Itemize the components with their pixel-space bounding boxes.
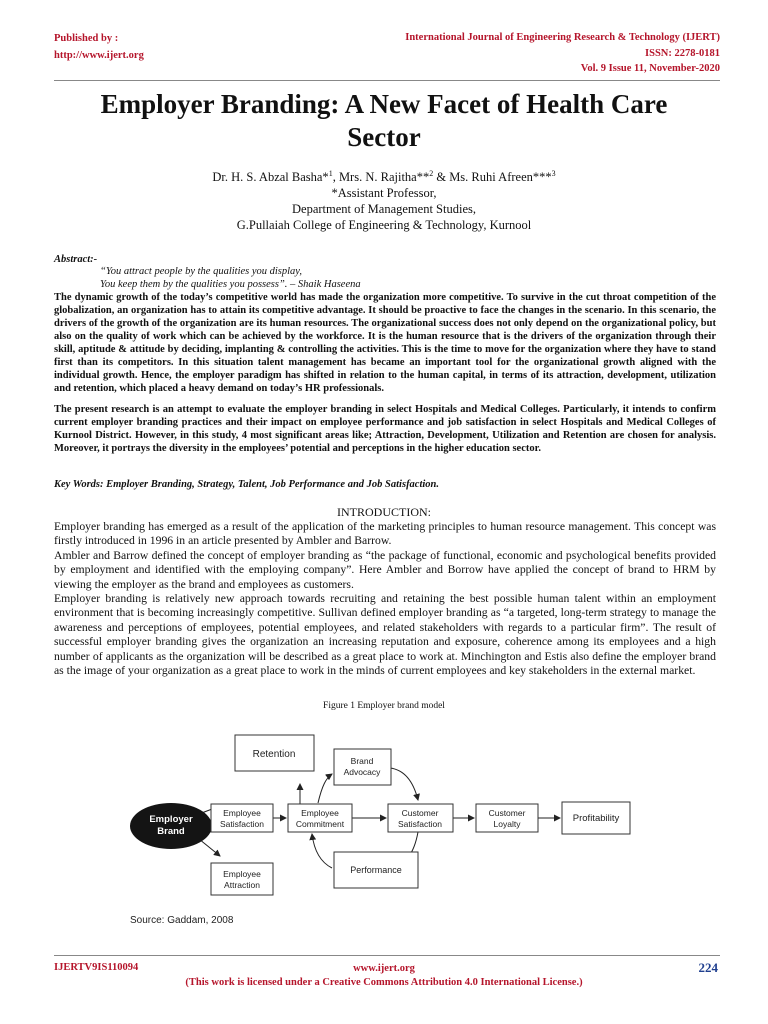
customer-satisfaction-label-1: Customer (401, 808, 439, 818)
employee-attraction-label-1: Employee (223, 869, 261, 879)
designation: *Assistant Professor, (331, 186, 437, 201)
author-3-sup: 3 (551, 169, 556, 178)
employee-attraction-node (211, 863, 273, 895)
arrow-brand-to-attraction (199, 839, 220, 856)
arrow-advocacy-to-customer-satisfaction (390, 768, 418, 800)
performance-label: Performance (350, 865, 402, 875)
paper-id: IJERTV9IS110094 (54, 962, 139, 973)
footer-url-link[interactable]: www.ijert.org (353, 963, 415, 974)
keywords: Key Words: Employer Branding, Strategy, Talent, Job Performance and Job Satisfaction. (54, 479, 440, 490)
brand-advocacy-label-1: Brand (350, 756, 374, 766)
employee-commitment-label-2: Commitment (295, 819, 345, 829)
abstract-paragraph-1: The dynamic growth of the today’s competitive world has made the organization more competitive. To survive in the cut throat competition of the globalization, an organization has to attain its competitive advantage. It should be proactive to face the changes in the scenario. In this scenario, the drivers of the growth of the organization are its human resources. The organizational success does not only depend on the organizational policy, but also on the quality of work which can be achieved by the workforce. It is the human resource that is the drivers of the organization through their skill, aptitude & attitude by deciding, implanting & controlling the activities. This is the time to move for the organization where they have to stand first than its competitors. In this situation talent management has became an important tool for the organizational growth aligned with the individual growth. Hence, the employer paradigm has shifted in relation to the human capital, in terms of its attraction, development, utilization and retention, which placed a heavy demand on today’s HR professionals. (54, 292, 716, 394)
author-names (40, 166, 728, 185)
employer-brand-model-diagram (126, 728, 646, 933)
publisher-block (54, 30, 144, 64)
volume-issue: Vol. 9 Issue 11, November-2020 (580, 63, 720, 74)
introduction-body (54, 520, 716, 678)
journal-name: International Journal of Engineering Research & Technology (IJERT) (405, 32, 720, 43)
author-block (40, 166, 728, 233)
author-2-sup: 2 (429, 169, 434, 178)
customer-loyalty-label-2: Loyalty (493, 819, 521, 829)
journal-block (405, 30, 720, 77)
employer-brand-label-1: Employer (149, 814, 193, 825)
arrow-performance-to-commitment (312, 834, 332, 868)
paper-title (40, 88, 728, 154)
page-number: 224 (698, 960, 718, 975)
intro-paragraph-3: Employer branding is relatively new approach towards recruiting and retaining the best possible human talent within an employment environment that is becoming increasingly competitive. Sullivan defined employer branding as “a targeted, long-term strategy to manage the awareness and perceptions of employees, potential employees, and related stakeholders with regards to a particular firm”. The result of successful employer branding gives the organization an increasing reputation and exposure, coherence among its employees and a high number of applicants as the organization will be described as a great place to work at. Minchington and Estis also define the employer brand as the image of your organization as a great place to work in the minds of current employees and key stakeholders in the external market. (54, 592, 716, 678)
employee-attraction-label-2: Attraction (224, 880, 260, 890)
intro-paragraph-1: Employer branding has emerged as a result of the application of the marketing principles to human resource management. This concept was firstly introduced in 1996 in an article presented by Ambler and Barrow. (54, 520, 716, 548)
author-2: , Mrs. N. Rajitha** (332, 170, 430, 185)
profitability-label: Profitability (572, 813, 620, 824)
abstract-paragraph-2: The present research is an attempt to evaluate the employer branding in select Hospitals and Medical Colleges. Particularly, it intends to confirm current employer branding practices and their impact on employee performance and job satisfaction in select Hospitals and Medical Colleges of Kurnool District. However, in this study, 4 most significant areas like; Attraction, Development, Utilization and Retention are chosen for analysis. Moreover, it portrays the diversity in the employees’ potential and perceptions in the higher education sector. (54, 404, 716, 454)
brand-advocacy-label-2: Advocacy (343, 767, 381, 777)
publisher-url-link[interactable]: http://www.ijert.org (54, 50, 144, 61)
epigraph-line-2: You keep them by the qualities you possess”. – Shaik Haseena (100, 278, 361, 290)
license-note: (This work is licensed under a Creative Commons Attribution 4.0 International License.) (185, 977, 583, 988)
figure-source: Source: Gaddam, 2008 (130, 915, 234, 926)
employer-brand-label-2: Brand (157, 826, 185, 837)
department: Department of Management Studies, (292, 202, 476, 217)
abstract-label: Abstract:- (54, 254, 98, 265)
issn: ISSN: 2278-0181 (645, 47, 720, 59)
author-1: Dr. H. S. Abzal Basha* (212, 170, 329, 185)
published-by: Published by : (54, 33, 119, 44)
header-divider (54, 80, 720, 81)
customer-loyalty-label-1: Customer (488, 808, 526, 818)
epigraph-line-1: “You attract people by the qualities you display, (100, 266, 303, 277)
title-line-2: Sector (347, 122, 421, 152)
author-3: & Ms. Ruhi Afreen*** (433, 170, 552, 185)
employee-commitment-label-1: Employee (301, 808, 339, 818)
footer-divider (54, 955, 720, 956)
introduction-heading: INTRODUCTION: (337, 505, 431, 519)
customer-satisfaction-label-2: Satisfaction (398, 819, 442, 829)
college: G.Pullaiah College of Engineering & Technology, Kurnool (236, 218, 532, 233)
retention-label: Retention (252, 749, 296, 760)
employee-satisfaction-label-2: Satisfaction (220, 819, 264, 829)
footer-center (0, 962, 768, 990)
author-1-sup: 1 (328, 169, 333, 178)
intro-paragraph-2: Ambler and Barrow defined the concept of employer branding as “the package of functional, economic and psychological benefits provided by employment and identified with the employing company”. Here Ambler and Borrow have applied the concept of brand to HRM by viewing the employer as the brand and employees as customers. (54, 548, 716, 591)
figure-caption: Figure 1 Employer brand model (323, 701, 445, 711)
arrow-commitment-to-advocacy (318, 774, 332, 803)
employee-satisfaction-label-1: Employee (223, 808, 261, 818)
title-line-1: Employer Branding: A New Facet of Health Care (100, 89, 668, 119)
epigraph (100, 266, 361, 291)
